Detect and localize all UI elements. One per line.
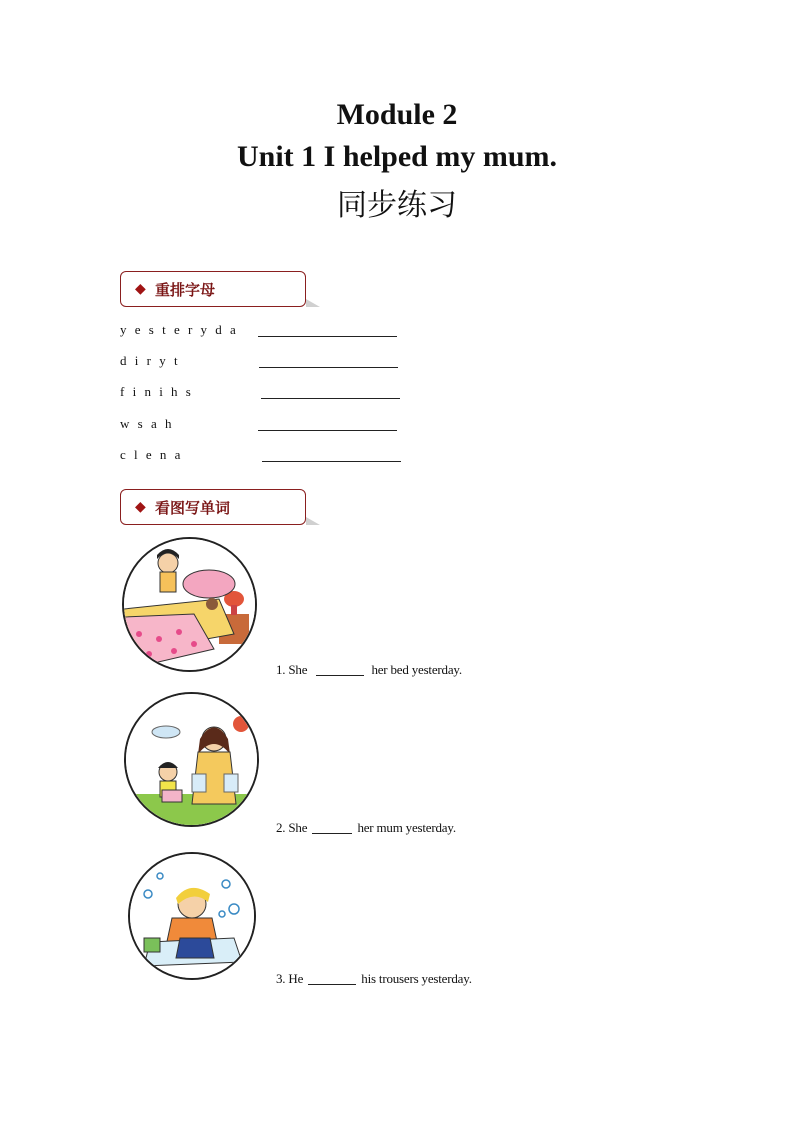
section-header-picture-words [120, 489, 306, 525]
washing-scene-icon [130, 854, 254, 978]
exercise-subtitle: 同步练习 [337, 188, 457, 223]
illustration-boy-washing-trousers [128, 852, 256, 980]
illustration-girl-helping-mum [124, 692, 259, 827]
answer-blank[interactable] [258, 336, 397, 337]
scrambled-word: y e s t e r y d a [120, 322, 239, 337]
diamond-bullet-icon: ◆ [135, 499, 146, 515]
section-tab-shadow [306, 299, 320, 307]
sentence-2 [276, 820, 456, 836]
sentence-prefix: 2. She [276, 820, 308, 835]
fill-blank[interactable] [316, 675, 364, 676]
scrambled-word: c l e n a [120, 447, 183, 462]
bed-scene-icon [124, 539, 255, 670]
fill-blank[interactable] [308, 984, 356, 985]
scrambled-word: d i r y t [120, 353, 181, 368]
unit-title: Unit 1 I helped my mum. [236, 140, 558, 173]
section-title: 看图写单词 [155, 499, 231, 517]
section-title: 重排字母 [155, 281, 216, 299]
scrambled-word: w s a h [120, 416, 174, 431]
sentence-suffix: her mum yesterday. [357, 820, 456, 835]
answer-blank[interactable] [262, 461, 401, 462]
sentence-prefix: 3. He [276, 971, 304, 986]
module-title: Module 2 [336, 98, 458, 131]
scrambled-word: f i n i h s [120, 384, 194, 399]
sentence-suffix: his trousers yesterday. [361, 971, 472, 986]
sentence-suffix: her bed yesterday. [371, 662, 462, 677]
answer-blank[interactable] [261, 398, 400, 399]
sentence-prefix: 1. She [276, 662, 308, 677]
section-header-rearrange [120, 271, 306, 307]
answer-blank[interactable] [259, 367, 398, 368]
helping-scene-icon [126, 694, 257, 825]
sentence-3 [276, 971, 472, 987]
section-tab-shadow [306, 517, 320, 525]
fill-blank[interactable] [312, 833, 352, 834]
sentence-1 [276, 662, 462, 678]
diamond-bullet-icon: ◆ [135, 281, 146, 297]
answer-blank[interactable] [258, 430, 397, 431]
illustration-girl-making-bed [122, 537, 257, 672]
